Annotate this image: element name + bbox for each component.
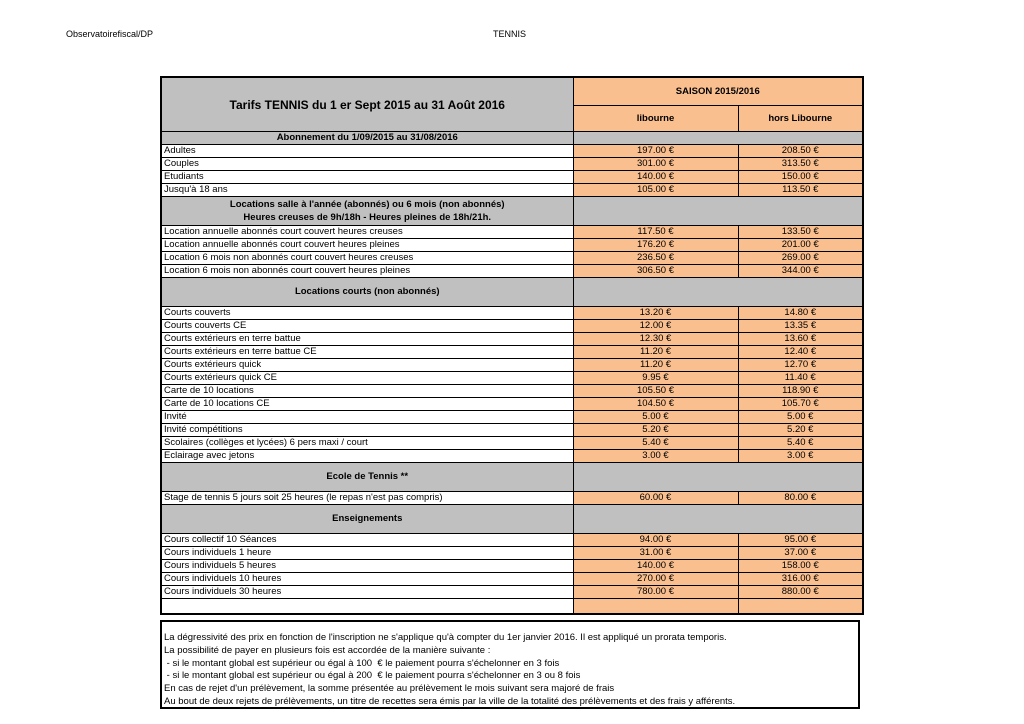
tariff-table xyxy=(160,76,864,615)
row-label: Cours individuels 1 heure xyxy=(161,547,573,560)
price-libourne: 94.00 € xyxy=(573,534,738,547)
section-blank xyxy=(573,132,863,145)
table-row xyxy=(161,158,863,171)
price-libourne: 105.50 € xyxy=(573,385,738,398)
section-blank xyxy=(573,463,863,492)
price-hors-libourne: 3.00 € xyxy=(738,450,863,463)
price-libourne: 5.00 € xyxy=(573,411,738,424)
price-libourne: 60.00 € xyxy=(573,492,738,505)
table-row xyxy=(161,307,863,320)
price-libourne: 105.00 € xyxy=(573,184,738,197)
price-libourne: 176.20 € xyxy=(573,239,738,252)
section-title-line: Ecole de Tennis ** xyxy=(326,471,409,482)
note-line: - si le montant global est supérieur ou égal à 200 € le paiement pourra s'échelonner en 3 ou 8 fois xyxy=(164,670,581,682)
table-row xyxy=(161,252,863,265)
table-row xyxy=(161,226,863,239)
table-row xyxy=(161,346,863,359)
price-libourne: 301.00 € xyxy=(573,158,738,171)
table-row xyxy=(161,333,863,346)
table-row xyxy=(161,492,863,505)
section-title xyxy=(161,278,573,307)
price-libourne: 12.00 € xyxy=(573,320,738,333)
col-hors-libourne-header: hors Libourne xyxy=(738,106,863,132)
price-hors-libourne: 313.50 € xyxy=(738,158,863,171)
price-hors-libourne: 344.00 € xyxy=(738,265,863,278)
price-libourne: 104.50 € xyxy=(573,398,738,411)
table-row xyxy=(161,385,863,398)
row-label: Courts extérieurs en terre battue CE xyxy=(161,346,573,359)
row-label: Courts extérieurs quick xyxy=(161,359,573,372)
row-label: Invité compétitions xyxy=(161,424,573,437)
price-libourne: 5.20 € xyxy=(573,424,738,437)
table-row xyxy=(161,320,863,333)
row-label: Couples xyxy=(161,158,573,171)
price-hors-libourne: 11.40 € xyxy=(738,372,863,385)
price-libourne: 31.00 € xyxy=(573,547,738,560)
price-libourne: 3.00 € xyxy=(573,450,738,463)
table-row xyxy=(161,534,863,547)
price-hors-libourne: 37.00 € xyxy=(738,547,863,560)
table-row xyxy=(161,145,863,158)
price-libourne: 11.20 € xyxy=(573,346,738,359)
price-hors-libourne: 113.50 € xyxy=(738,184,863,197)
section-title-line: Enseignements xyxy=(332,513,403,524)
row-label: Courts couverts CE xyxy=(161,320,573,333)
price-libourne: 306.50 € xyxy=(573,265,738,278)
row-label: Location 6 mois non abonnés court couvert heures creuses xyxy=(161,252,573,265)
price-hors-libourne: 150.00 € xyxy=(738,171,863,184)
price-hors-libourne: 80.00 € xyxy=(738,492,863,505)
table-row xyxy=(161,586,863,599)
section-title xyxy=(161,505,573,534)
price-hors-libourne: 158.00 € xyxy=(738,560,863,573)
section-title xyxy=(161,197,573,226)
price-libourne: 12.30 € xyxy=(573,333,738,346)
section-title-line: Locations courts (non abonnés) xyxy=(294,286,440,297)
price-libourne: 140.00 € xyxy=(573,171,738,184)
price-hors-libourne: 12.70 € xyxy=(738,359,863,372)
row-label: Courts extérieurs quick CE xyxy=(161,372,573,385)
price-hors-libourne: 13.35 € xyxy=(738,320,863,333)
row-label: Cours individuels 10 heures xyxy=(161,573,573,586)
notes-box xyxy=(160,620,860,709)
note-line: - si le montant global est supérieur ou égal à 100 € le paiement pourra s'échelonner en 3 fois xyxy=(164,657,560,669)
note-line: La possibilité de payer en plusieurs fois est accordée de la manière suivante : xyxy=(164,644,491,656)
header-center: TENNIS xyxy=(493,29,527,39)
section-title xyxy=(161,132,573,145)
empty-cell xyxy=(738,599,863,615)
col-libourne-header: libourne xyxy=(573,106,738,132)
season-header: SAISON 2015/2016 xyxy=(573,77,863,106)
table-row xyxy=(161,560,863,573)
row-label: Courts extérieurs en terre battue xyxy=(161,333,573,346)
price-hors-libourne: 316.00 € xyxy=(738,573,863,586)
row-label: Cours individuels 5 heures xyxy=(161,560,573,573)
price-hors-libourne: 118.90 € xyxy=(738,385,863,398)
row-label: Courts couverts xyxy=(161,307,573,320)
table-row xyxy=(161,411,863,424)
empty-cell xyxy=(161,599,573,615)
section-title-line: Locations salle à l'année (abonnés) ou 6 mois (non abonnés) xyxy=(229,199,505,210)
price-hors-libourne: 880.00 € xyxy=(738,586,863,599)
section-blank xyxy=(573,505,863,534)
price-libourne: 270.00 € xyxy=(573,573,738,586)
price-hors-libourne: 13.60 € xyxy=(738,333,863,346)
price-hors-libourne: 95.00 € xyxy=(738,534,863,547)
row-label: Carte de 10 locations CE xyxy=(161,398,573,411)
price-hors-libourne: 208.50 € xyxy=(738,145,863,158)
section-blank xyxy=(573,278,863,307)
row-label: Location annuelle abonnés court couvert heures creuses xyxy=(161,226,573,239)
table-row xyxy=(161,171,863,184)
price-libourne: 9.95 € xyxy=(573,372,738,385)
section-title xyxy=(161,463,573,492)
price-libourne: 140.00 € xyxy=(573,560,738,573)
table-row xyxy=(161,398,863,411)
empty-cell xyxy=(573,599,738,615)
note-line: En cas de rejet d'un prélèvement, la somme présentée au prélèvement le mois suivant sera majoré de frais xyxy=(164,683,615,695)
price-hors-libourne: 269.00 € xyxy=(738,252,863,265)
table-row xyxy=(161,450,863,463)
price-libourne: 11.20 € xyxy=(573,359,738,372)
row-label: Invité xyxy=(161,411,573,424)
row-label: Eclairage avec jetons xyxy=(161,450,573,463)
row-label: Carte de 10 locations xyxy=(161,385,573,398)
row-label: Location 6 mois non abonnés court couvert heures pleines xyxy=(161,265,573,278)
table-title: Tarifs TENNIS du 1 er Sept 2015 au 31 Août 2016 xyxy=(161,77,573,132)
price-hors-libourne: 12.40 € xyxy=(738,346,863,359)
table-row xyxy=(161,239,863,252)
price-libourne: 780.00 € xyxy=(573,586,738,599)
note-line: La dégressivité des prix en fonction de l'inscription ne s'applique qu'à compter du 1er janvier 2016. Il est appliqué un prorata temporis. xyxy=(164,632,727,643)
price-libourne: 13.20 € xyxy=(573,307,738,320)
table-row xyxy=(161,573,863,586)
price-hors-libourne: 133.50 € xyxy=(738,226,863,239)
table-row xyxy=(161,359,863,372)
table-row xyxy=(161,372,863,385)
price-libourne: 5.40 € xyxy=(573,437,738,450)
empty-row xyxy=(161,599,863,615)
row-label: Stage de tennis 5 jours soit 25 heures (le repas n'est pas compris) xyxy=(161,492,573,505)
price-hors-libourne: 105.70 € xyxy=(738,398,863,411)
section-title-line: Heures creuses de 9h/18h - Heures pleines de 18h/21h. xyxy=(243,212,492,223)
price-libourne: 117.50 € xyxy=(573,226,738,239)
row-label: Cours individuels 30 heures xyxy=(161,586,573,599)
row-label: Adultes xyxy=(161,145,573,158)
row-label: Cours collectif 10 Séances xyxy=(161,534,573,547)
price-hors-libourne: 5.00 € xyxy=(738,411,863,424)
table-row xyxy=(161,184,863,197)
price-libourne: 197.00 € xyxy=(573,145,738,158)
section-title-line: Abonnement du 1/09/2015 au 31/08/2016 xyxy=(276,132,458,143)
header-left: Observatoirefiscal/DP xyxy=(66,29,154,39)
price-hors-libourne: 201.00 € xyxy=(738,239,863,252)
price-hors-libourne: 14.80 € xyxy=(738,307,863,320)
table-row xyxy=(161,437,863,450)
row-label: Location annuelle abonnés court couvert heures pleines xyxy=(161,239,573,252)
row-label: Jusqu'à 18 ans xyxy=(161,184,573,197)
note-line: Au bout de deux rejets de prélèvements, un titre de recettes sera émis par la ville de la totalité des prélèvements et des frais y afférents. xyxy=(164,695,736,707)
price-libourne: 236.50 € xyxy=(573,252,738,265)
row-label: Scolaires (collèges et lycées) 6 pers maxi / court xyxy=(161,437,573,450)
row-label: Etudiants xyxy=(161,171,573,184)
table-row xyxy=(161,424,863,437)
price-hors-libourne: 5.20 € xyxy=(738,424,863,437)
table-row xyxy=(161,547,863,560)
table-row xyxy=(161,265,863,278)
price-hors-libourne: 5.40 € xyxy=(738,437,863,450)
section-blank xyxy=(573,197,863,226)
